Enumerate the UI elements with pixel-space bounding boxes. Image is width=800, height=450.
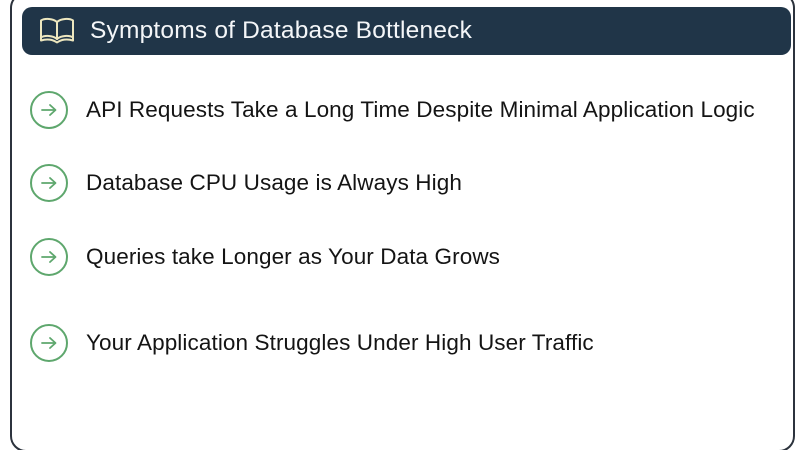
list-item: [30, 323, 780, 363]
list-item-label: API Requests Take a Long Time Despite Minimal Application Logic: [86, 97, 755, 122]
list-item-label: Your Application Struggles Under High User Traffic: [86, 330, 594, 355]
list-item: [30, 90, 780, 130]
arrow-right-circle-icon: [30, 91, 68, 129]
list-item: [30, 237, 780, 277]
arrow-right-circle-icon: [30, 238, 68, 276]
card-border-frame: [10, 0, 795, 450]
list-item: [30, 163, 780, 203]
open-book-icon: [38, 16, 76, 46]
list-item-label: Database CPU Usage is Always High: [86, 170, 462, 195]
arrow-right-circle-icon: [30, 164, 68, 202]
header-bar: [22, 7, 791, 55]
arrow-right-circle-icon: [30, 324, 68, 362]
page-title: Symptoms of Database Bottleneck: [90, 17, 473, 44]
list-item-label: Queries take Longer as Your Data Grows: [86, 244, 501, 269]
